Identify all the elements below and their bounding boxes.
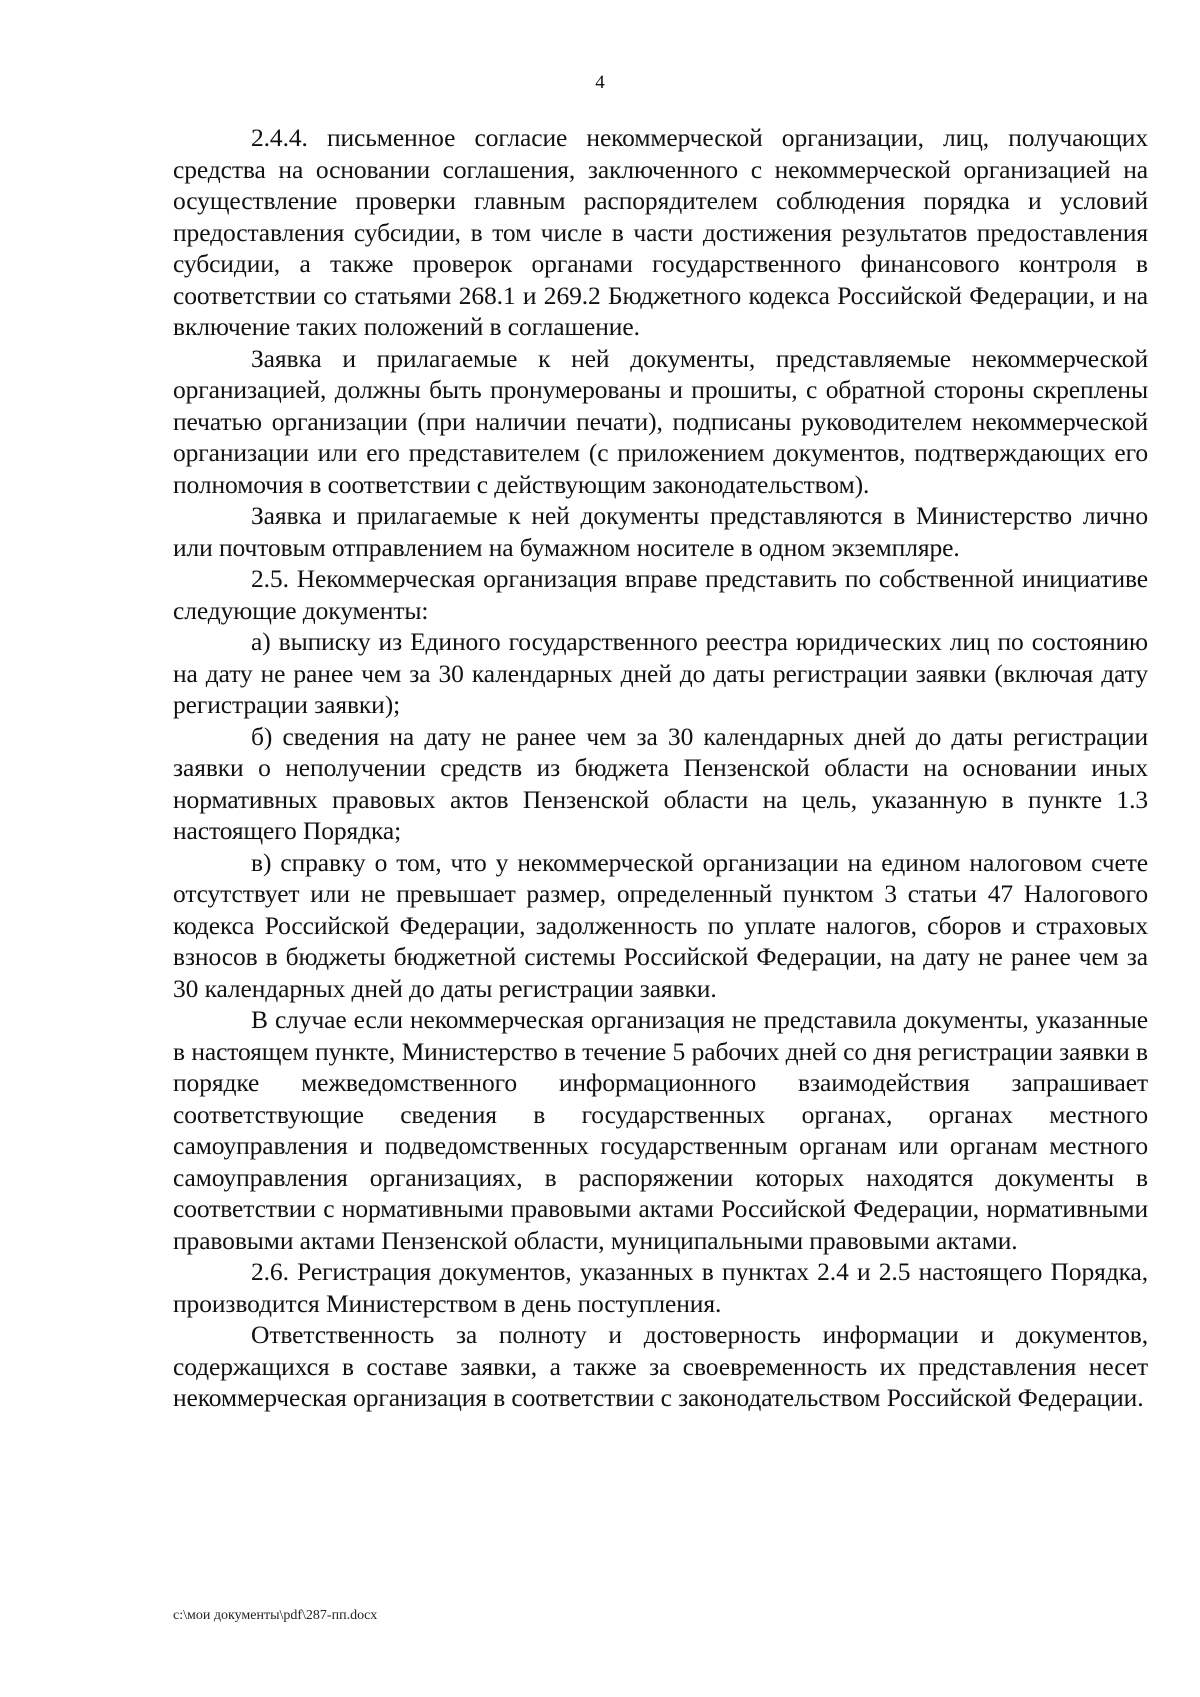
paragraph-submission-method: Заявка и прилагаемые к ней документы представляются в Министерство лично или почтовым отправлением на бумажном носителе в одном экземпляре. <box>173 501 1148 562</box>
paragraph-interagency-request: В случае если некоммерческая организация не представила документы, указанные в настоящем пункте, Министерство в течение 5 рабочих дней со дня регистрации заявки в порядке межведомственного информационного взаимодействия запрашивает соответствующие сведения в государственных органах, органах местного самоуправления и подведомственных государственным органам или органам местного самоуправления организациях, в распоряжении которых находятся документы в соответствии с нормативными правовыми актами Российской Федерации, нормативными правовыми актами Пензенской области, муниципальными правовыми актами. <box>173 1005 1148 1255</box>
document-body <box>173 122 1148 1414</box>
footer-file-path: c:\мои документы\pdf\287-пп.docx <box>173 1608 378 1623</box>
paragraph-responsibility: Ответственность за полноту и достоверность информации и документов, содержащихся в составе заявки, а также за своевременность их представления несет некоммерческая организация в соответствии с законодательством Российской Федерации. <box>173 1320 1148 1412</box>
paragraph-2-5: 2.5. Некоммерческая организация вправе представить по собственной инициативе следующие документы: <box>173 564 1148 625</box>
page-number: 4 <box>595 72 605 93</box>
paragraph-application-requirements: Заявка и прилагаемые к ней документы, представляемые некоммерческой организацией, должны быть пронумерованы и прошиты, с обратной стороны скреплены печатью организации (при наличии печати), подписаны руководителем некоммерческой организации или его представителем (с приложением документов, подтверждающих его полномочия в соответствии с действующим законодательством). <box>173 343 1148 499</box>
paragraph-item-b: б) сведения на дату не ранее чем за 30 календарных дней до даты регистрации заявки о неполучении средств из бюджета Пензенской области на основании иных нормативных правовых актов Пензенской области на цель, указанную в пункте 1.3 настоящего Порядка; <box>173 721 1148 845</box>
paragraph-2-4-4: 2.4.4. письменное согласие некоммерческой организации, лиц, получающих средства на основании соглашения, заключенного с некоммерческой организацией на осуществление проверки главным распорядителем соблюдения порядка и условий предоставления субсидии, в том числе в части достижения результатов предоставления субсидии, а также проверок органами государственного финансового контроля в соответствии со статьями 268.1 и 269.2 Бюджетного кодекса Российской Федерации, и на включение таких положений в соглашение. <box>173 123 1148 341</box>
paragraph-2-6: 2.6. Регистрация документов, указанных в пунктах 2.4 и 2.5 настоящего Порядка, производится Министерством в день поступления. <box>173 1257 1148 1318</box>
paragraph-item-a: а) выписку из Единого государственного реестра юридических лиц по состоянию на дату не ранее чем за 30 календарных дней до даты регистрации заявки (включая дату регистрации заявки); <box>173 627 1148 719</box>
paragraph-item-c: в) справку о том, что у некоммерческой организации на едином налоговом счете отсутствует или не превышает размер, определенный пунктом 3 статьи 47 Налогового кодекса Российской Федерации, задолженность по уплате налогов, сборов и страховых взносов в бюджеты бюджетной системы Российской Федерации, на дату не ранее чем за 30 календарных дней до даты регистрации заявки. <box>173 847 1148 1003</box>
